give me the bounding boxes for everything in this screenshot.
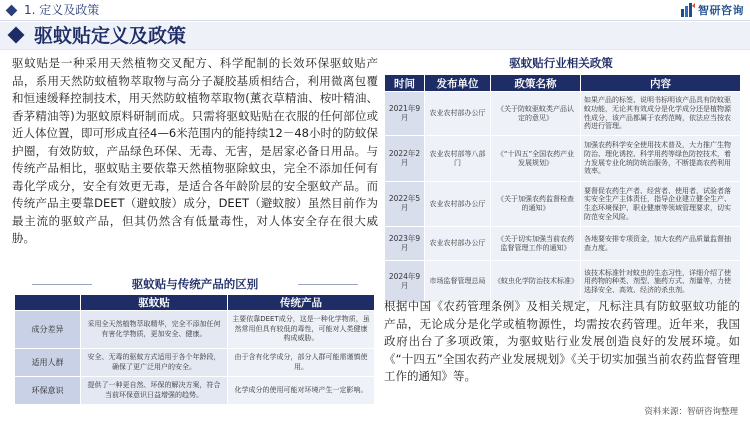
- policy-header-unit: 发布单位: [425, 75, 491, 92]
- policy-time: 2022年2月: [385, 136, 425, 182]
- comparison-header-patch: 驱蚊贴: [81, 295, 228, 311]
- row-label: 成分差异: [15, 311, 81, 349]
- policy-unit: 市场监督管理总局: [425, 261, 491, 303]
- policy-name: 《“十四五”全国农药产业发展规划》: [491, 136, 581, 182]
- policy-content: 如果产品的标签、说明书标明该产品具有防蚊驱蚊功能，无论其有效成分是化学成分还是植物源性成分，该产品都属于农药范畴，依法应当按农药进行管理。: [581, 92, 741, 136]
- policy-name: 《关于切实加强当前农药监督管理工作的通知》: [491, 227, 581, 261]
- section-diamond-icon: [6, 5, 18, 17]
- comparison-header-traditional: 传统产品: [228, 295, 375, 311]
- cell-traditional: 由于含有化学成分，部分人群可能需谨慎使用。: [228, 349, 375, 377]
- table-row: [385, 261, 741, 303]
- cell-patch: 安全、无毒的驱蚊方式适用于各个年龄段，确保了更广泛用户的安全。: [81, 349, 228, 377]
- cell-patch: 采用全天然植物萃取精华，完全不添加任何有害化学物质，更加安全、健康。: [81, 311, 228, 349]
- policy-time: 2023年9月: [385, 227, 425, 261]
- title-diamond-icon: [8, 27, 25, 44]
- main-title-bar: [0, 22, 750, 50]
- row-label: 环保意识: [15, 377, 81, 405]
- policy-time: 2022年5月: [385, 182, 425, 227]
- conclusion-paragraph: 根据中国《农药管理条例》及相关规定，凡标注具有防蚊驱蚊功能的产品，无论成分是化学或植物源性，均需按农药管理。近年来，我国政府出台了多项政策，为驱蚊贴行业发展创造良好的发展环境。如《“十四五”全国农药产业发展规划》《关于切实加强当前农药监督管理工作的通知》等。: [384, 299, 740, 383]
- policy-unit: 农业农村部办公厅: [425, 227, 491, 261]
- policy-header-time: 时间: [385, 75, 425, 92]
- table-row: [385, 136, 741, 182]
- table-row: [15, 349, 375, 377]
- policy-header-name: 政策名称: [491, 75, 581, 92]
- table-row: [385, 182, 741, 227]
- brand-name: 智研咨询: [698, 4, 744, 17]
- section-title: 1. 定义及政策: [24, 3, 100, 17]
- cell-traditional: 化学成分的使用可能对环境产生一定影响。: [228, 377, 375, 405]
- policy-header-content: 内容: [581, 75, 741, 92]
- source-note: 资料来源：智研咨询整理: [644, 407, 738, 417]
- comparison-header-row: [15, 295, 375, 311]
- policy-unit: 农业农村部等八部门: [425, 136, 491, 182]
- policy-content: 各地要安排专项资金，加大农药产品质量监督抽查力度。: [581, 227, 741, 261]
- policy-content: 要督促农药生产者、经营者、使用者，试验者落实安全生产主体责任，指导企业建立健全生产、生态环境保护、职业健康等领域管理要求，切实防范安全风险。: [581, 182, 741, 227]
- policy-table: [384, 74, 741, 303]
- left-column: [12, 55, 378, 248]
- cell-traditional: 主要依靠DEET成分，这是一种化学物质，虽然常用但具有较低的毒性，可能对人类健康构成威胁。: [228, 311, 375, 349]
- policy-content: 加强农药科学安全使用技术普及，大力推广生物防治、理化诱控、科学用药等绿色防控技术，着力发展专业化统防统治服务，不断提高农药利用效率。: [581, 136, 741, 182]
- policy-header-row: [385, 75, 741, 92]
- comparison-header-blank: [15, 295, 81, 311]
- policy-content: 该技术标准针对蚊虫的生态习性，详细介绍了使用药物的种类、剂型、施药方式、剂量等，力使选择安全、高效、经济的杀虫剂。: [581, 261, 741, 303]
- policy-time: 2021年9月: [385, 92, 425, 136]
- policy-title: 驱蚊贴行业相关政策: [509, 56, 613, 70]
- row-label: 适用人群: [15, 349, 81, 377]
- top-section-bar: [0, 0, 750, 21]
- table-row: [15, 377, 375, 405]
- policy-unit: 农业农村部办公厅: [425, 92, 491, 136]
- comparison-table: [14, 294, 375, 405]
- page-title: 驱蚊贴定义及政策: [34, 25, 187, 47]
- brand-logo: [681, 2, 744, 18]
- table-row: [385, 227, 741, 261]
- table-row: [385, 92, 741, 136]
- comparison-title: 驱蚊贴与传统产品的区别: [32, 276, 358, 292]
- policy-name: 《蚊虫化学防治技术标准》: [491, 261, 581, 303]
- intro-paragraph: 驱蚊贴是一种采用天然植物交叉配方、科学配制的长效环保驱蚊贴产品，系用天然防蚊植物萃取物与高分子凝胶基质相结合，利用微离包覆和恒速缓释控制技术，用天然防蚊植物萃取物(薰衣草精油、桉叶精油、香茅精油等)为驱蚊原料研制而成。只需将驱蚊贴贴在衣服的任何部位或近人体位置，即可形成直径4—6米范围内的能持续12－48小时的防蚊保护圈，有效防蚊，产品绿色环保、无毒、无害，是居家必备日用品。与传统产品相比，驱蚊贴主要依靠天然植物驱除蚊虫，完全不添加任何有毒化学成分，安全有效更无毒，是适合各年龄阶层的安全驱蚊产品。而传统产品主要靠DEET（避蚊胺）成分，DEET（避蚊胺）虽然目前作为最主流的驱蚊产品，但其仍然含有低量毒性，对人体安全存在很大威胁。: [12, 56, 378, 245]
- zhiyan-logo-icon: [681, 3, 695, 17]
- cell-patch: 提供了一种更自然、环保的解决方案，符合当前环保意识日益增强的趋势。: [81, 377, 228, 405]
- policy-time: 2024年9月: [385, 261, 425, 303]
- policy-unit: 农业农村部办公厅: [425, 182, 491, 227]
- table-row: [15, 311, 375, 349]
- policy-name: 《关于加强农药监督检查的通知》: [491, 182, 581, 227]
- policy-name: 《关于防蚊驱蚊类产品认定的意见》: [491, 92, 581, 136]
